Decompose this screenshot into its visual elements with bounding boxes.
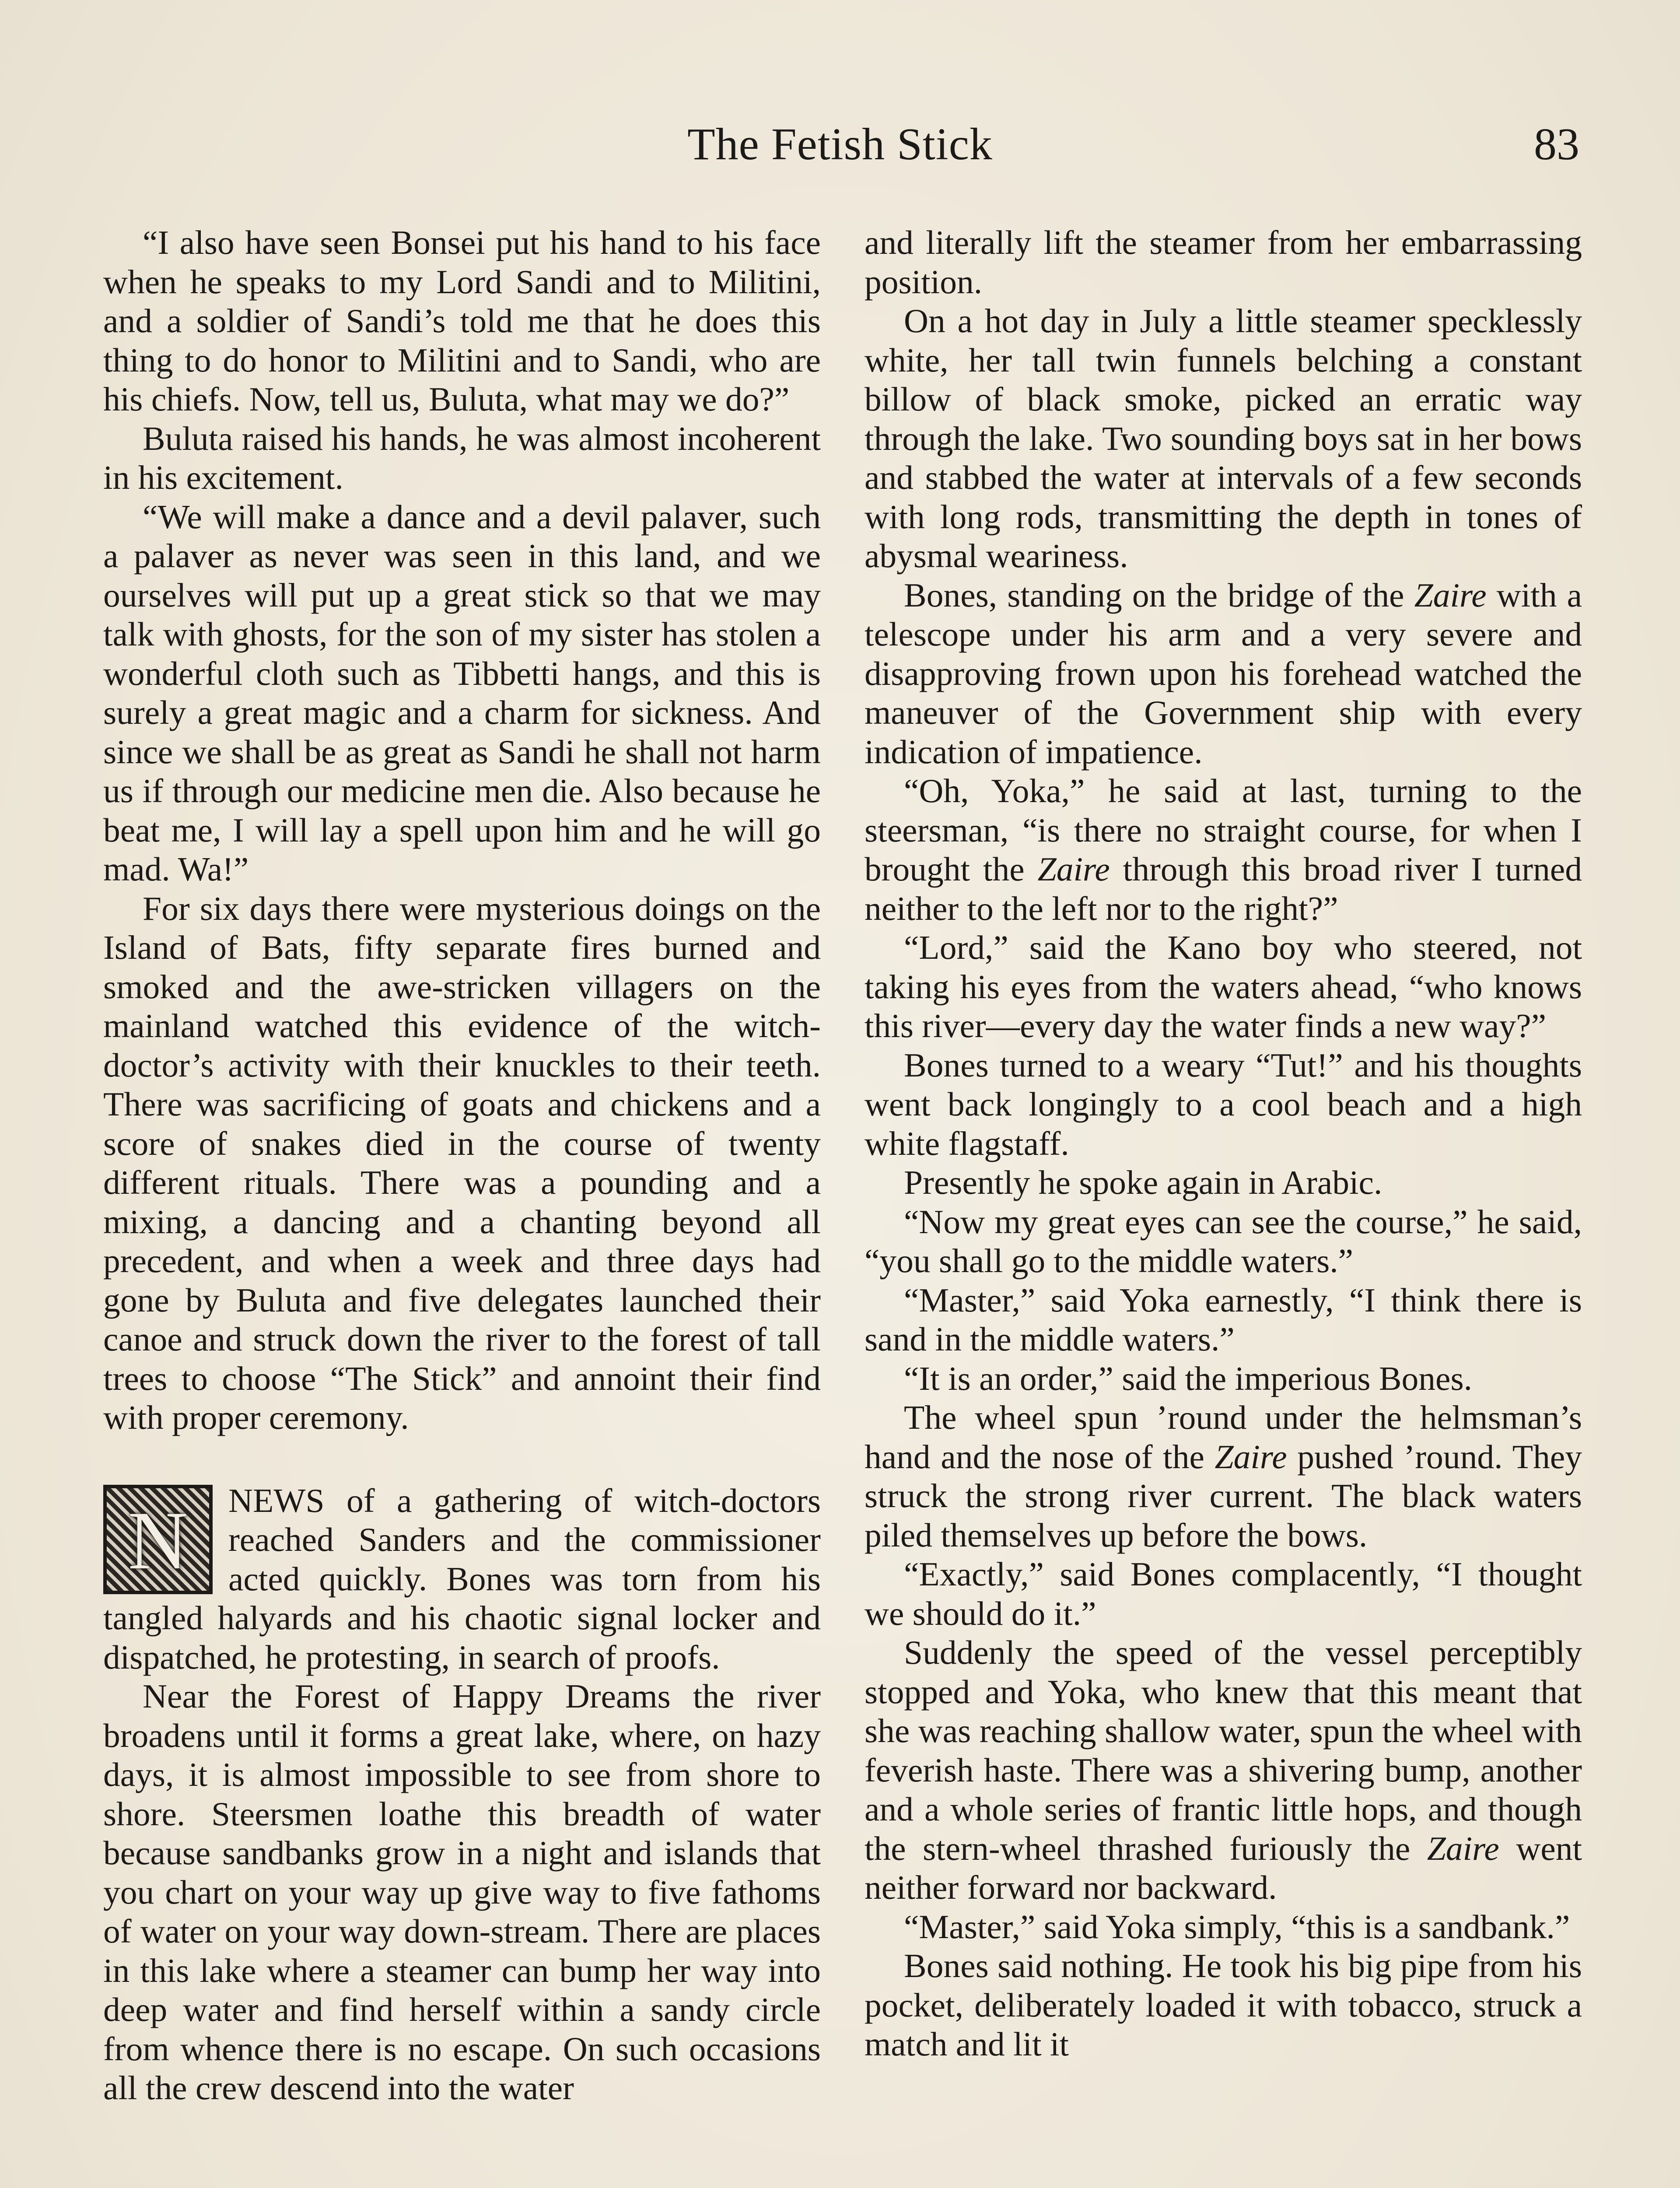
paragraph: “I also have seen Bonsei put his hand to his face when he speaks to my Lord Sandi and to Militini, and a soldier of Sandi’s told me that he does this thing to do honor to Militini and to Sandi, who are his chiefs. Now, tell us, Buluta, what may we do?” [103,224,821,418]
page-number: 83 [1534,119,1579,169]
paragraph [864,771,1582,928]
paragraph [864,1398,1582,1555]
running-title: The Fetish Stick [687,119,993,169]
ship-name: Zaire [1427,1829,1499,1867]
running-head [101,118,1579,179]
ship-name: Zaire [1214,1438,1287,1476]
text-run: “Oh, Yoka,” he said at last, turning to the steersman, “is there no straight course, for when I brought the [864,772,1582,888]
ship-name: Zaire [1414,576,1487,614]
paragraph: “Exactly,” said Bones complacently, “I thought we should do it.” [864,1555,1582,1632]
ornamental-initial-letter: N [128,1494,188,1587]
paragraph: “Master,” said Yoka earnestly, “I think there is sand in the middle waters.” [864,1281,1582,1358]
paragraph: and literally lift the steamer from her embarrassing position. [864,224,1582,301]
text-run: The wheel spun ’round under the helmsman’s hand and the nose of the [864,1399,1582,1476]
paragraph: Presently he spoke again in Arabic. [904,1164,1382,1201]
paragraph: “Lord,” said the Kano boy who steered, not taking his eyes from the waters ahead, “who knows this river—every day the water finds a new way?” [864,929,1582,1045]
paragraph: Near the Forest of Happy Dreams the river broadens until it forms a great lake, where, on hazy days, it is almost impossible to see from shore to shore. Steersmen loathe this breadth of water because sandbanks grow in a night and islands that you chart on your way up give way to five fathoms of water on your way down-stream. There are places in this lake where a steamer can bump her way into deep water and find herself within a sandy circle from whence there is no escape. On such occasions all the crew descend into the water [103,1677,821,2107]
text-run: with a telescope under his arm and a very severe and disapproving frown upon his forehead watched the maneuver of the Government ship with every indication of impatience. [864,576,1582,771]
paragraph-text: NEWS of a gathering of witch-doctors reached Sanders and the commissioner acted quickly. Bones was torn from his tangled halyards and his chaotic signal locker and dispatched, he protesting, in search of proofs. [103,1481,821,1676]
paragraph: Bones said nothing. He took his big pipe from his pocket, deliberately loaded it with tobacco, struck a match and lit it [864,1947,1582,2063]
paragraph: For six days there were mysterious doings on the Island of Bats, fifty separate fires burned and smoked and the awe-stricken villagers on the mainland watched this evidence of the witch-doctor’s activity with their knuckles to their teeth. There was sacrificing of goats and chickens and a score of snakes died in the course of twenty different rituals. There was a pounding and a mixing, a dancing and a chanting beyond all precedent, and when a week and three days had gone by Buluta and five delegates launched their canoe and struck down the river to the forest of tall trees to choose “The Stick” and annoint their find with proper ceremony. [103,889,821,1436]
paragraph: “Now my great eyes can see the course,” he said, “you shall go to the middle waters.” [864,1203,1582,1280]
paragraph: Buluta raised his hands, he was almost incoherent in his excitement. [103,419,821,496]
text-run: pushed ’round. They struck the strong river current. The black waters piled themselves up before the bows. [864,1438,1582,1554]
text-run: Bones, standing on the bridge of the [904,576,1414,614]
text-run: went neither forward nor backward. [864,1829,1582,1906]
text-run: Suddenly the speed of the vessel perceptibly stopped and Yoka, who knew that this meant that she was reaching shallow water, spun the wheel with feverish haste. There was a shivering bump, another and a whole series of frantic little hops, and though the stern-wheel thrashed furiously the [864,1634,1582,1867]
paragraph: Bones turned to a weary “Tut!” and his thoughts went back longingly to a cool beach and a high white flagstaff. [864,1046,1582,1162]
paragraph: “It is an order,” said the imperious Bones. [904,1359,1472,1397]
paragraph [864,576,1582,772]
paragraph [864,1633,1582,1907]
left-column [103,223,821,2108]
paragraph: “We will make a dance and a devil palaver, such a palaver as never was seen in this land, and we ourselves will put up a great stick so that we may talk with ghosts, for the son of my sister has stolen a wonderful cloth such as Tibbetti hangs, and this is surely a great magic and a charm for sickness. And since we shall be as great as Sandi he shall not harm us if through our medicine men die. Also because he beat me, I will lay a spell upon him and he will go mad. Wa!” [103,498,821,888]
right-column [864,223,1582,2064]
paragraph: On a hot day in July a little steamer specklessly white, her tall twin funnels belching a constant billow of black smoke, picked an erratic way through the lake. Two sounding boys sat in her bows and stabbed the water at intervals of a few seconds with long rods, transmitting the depth in tones of abysmal weariness. [864,302,1582,575]
ship-name: Zaire [1037,850,1110,888]
text-run: through this broad river I turned neither to the left nor to the right?” [864,850,1582,927]
ornamental-initial [103,1485,213,1594]
section-opening-paragraph [103,1481,821,1677]
paragraph: “Master,” said Yoka simply, “this is a sandbank.” [904,1907,1570,1946]
